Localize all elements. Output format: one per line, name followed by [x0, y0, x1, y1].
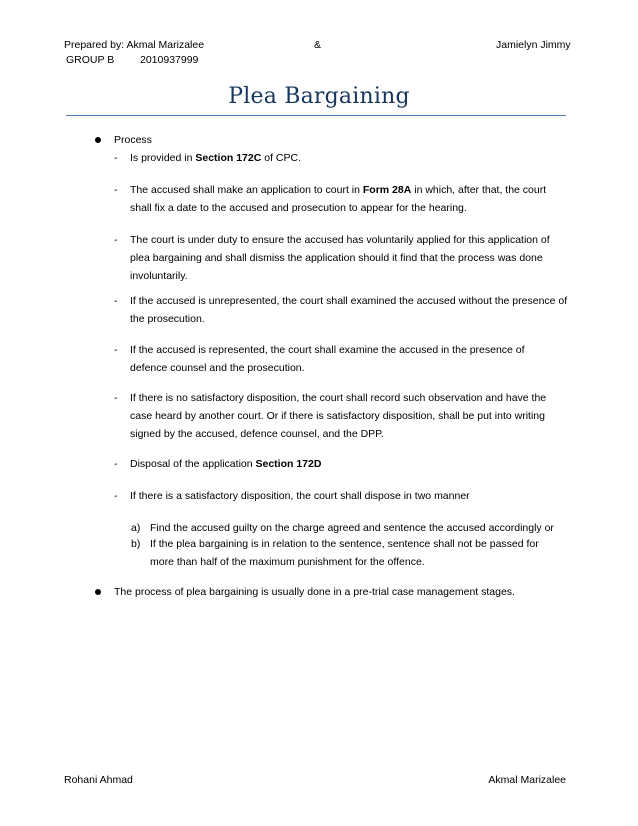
item-bold-text: Form 28A — [362, 184, 412, 196]
list-item: If there is no satisfactory disposition, the court shall record such observation and have the case heard by another court. Or if there is satisfactory disposition, shall be put into writing signed by the accused, defence counsel, and the DPP. — [130, 392, 547, 440]
header-group: GROUP B — [66, 54, 115, 66]
sub-list-item: Find the accused guilty on the charge agreed and sentence the accused accordingly or — [150, 522, 554, 534]
bullet-dot — [95, 589, 101, 595]
list-item: The court is under duty to ensure the accused has voluntarily applied for this application of plea bargaining and shall dismiss the application should it find that the process was done involuntarily. — [130, 234, 550, 282]
footer-left: Rohani Ahmad — [64, 774, 133, 786]
item-bold-text: Section 172D — [255, 458, 322, 470]
sub-item-label: b) — [131, 538, 141, 550]
dash-marker: - — [114, 234, 118, 246]
item-text: in which, after that, the court shall fix a date to the accused and prosecution to appear for the hearing. — [130, 184, 547, 214]
sub-list-item: If the plea bargaining is in relation to the sentence, sentence shall not be passed for more than half of the maximum punishment for the offence. — [150, 538, 539, 568]
list-item — [130, 149, 570, 167]
list-item — [130, 181, 570, 217]
dash-marker: - — [114, 458, 118, 470]
dash-marker: - — [114, 295, 118, 307]
dash-marker: - — [114, 152, 118, 164]
item-text: The accused shall make an application to court in — [130, 184, 363, 196]
header-ampersand: & — [314, 39, 322, 51]
item-text: Disposal of the application — [130, 458, 256, 470]
header-student-id: 2010937999 — [140, 54, 199, 66]
header-coauthor: Jamielyn Jimmy — [496, 39, 571, 51]
closing-bullet-text: The process of plea bargaining is usually done in a pre-trial case management stages. — [114, 586, 515, 598]
page-title: Plea Bargaining — [228, 84, 410, 109]
title-underline — [66, 115, 566, 116]
dash-marker: - — [114, 490, 118, 502]
bullet-dot — [95, 137, 101, 143]
item-bold-text: Section 172C — [195, 152, 262, 164]
dash-marker: - — [114, 392, 118, 404]
list-item: If there is a satisfactory disposition, the court shall dispose in two manner — [130, 490, 470, 502]
process-label: Process — [114, 134, 152, 146]
list-item: If the accused is represented, the court shall examine the accused in the presence of defence counsel and the prosecution. — [130, 344, 525, 374]
list-item — [130, 455, 570, 473]
dash-marker: - — [114, 184, 118, 196]
item-text: of CPC. — [261, 152, 302, 164]
header-prepared-by: Prepared by: Akmal Marizalee — [64, 39, 205, 51]
footer-right: Akmal Marizalee — [488, 774, 566, 786]
dash-marker: - — [114, 344, 118, 356]
item-text: Is provided in — [130, 152, 196, 164]
sub-item-label: a) — [131, 522, 141, 534]
list-item: If the accused is unrepresented, the court shall examined the accused without the presence of the prosecution. — [130, 295, 568, 325]
